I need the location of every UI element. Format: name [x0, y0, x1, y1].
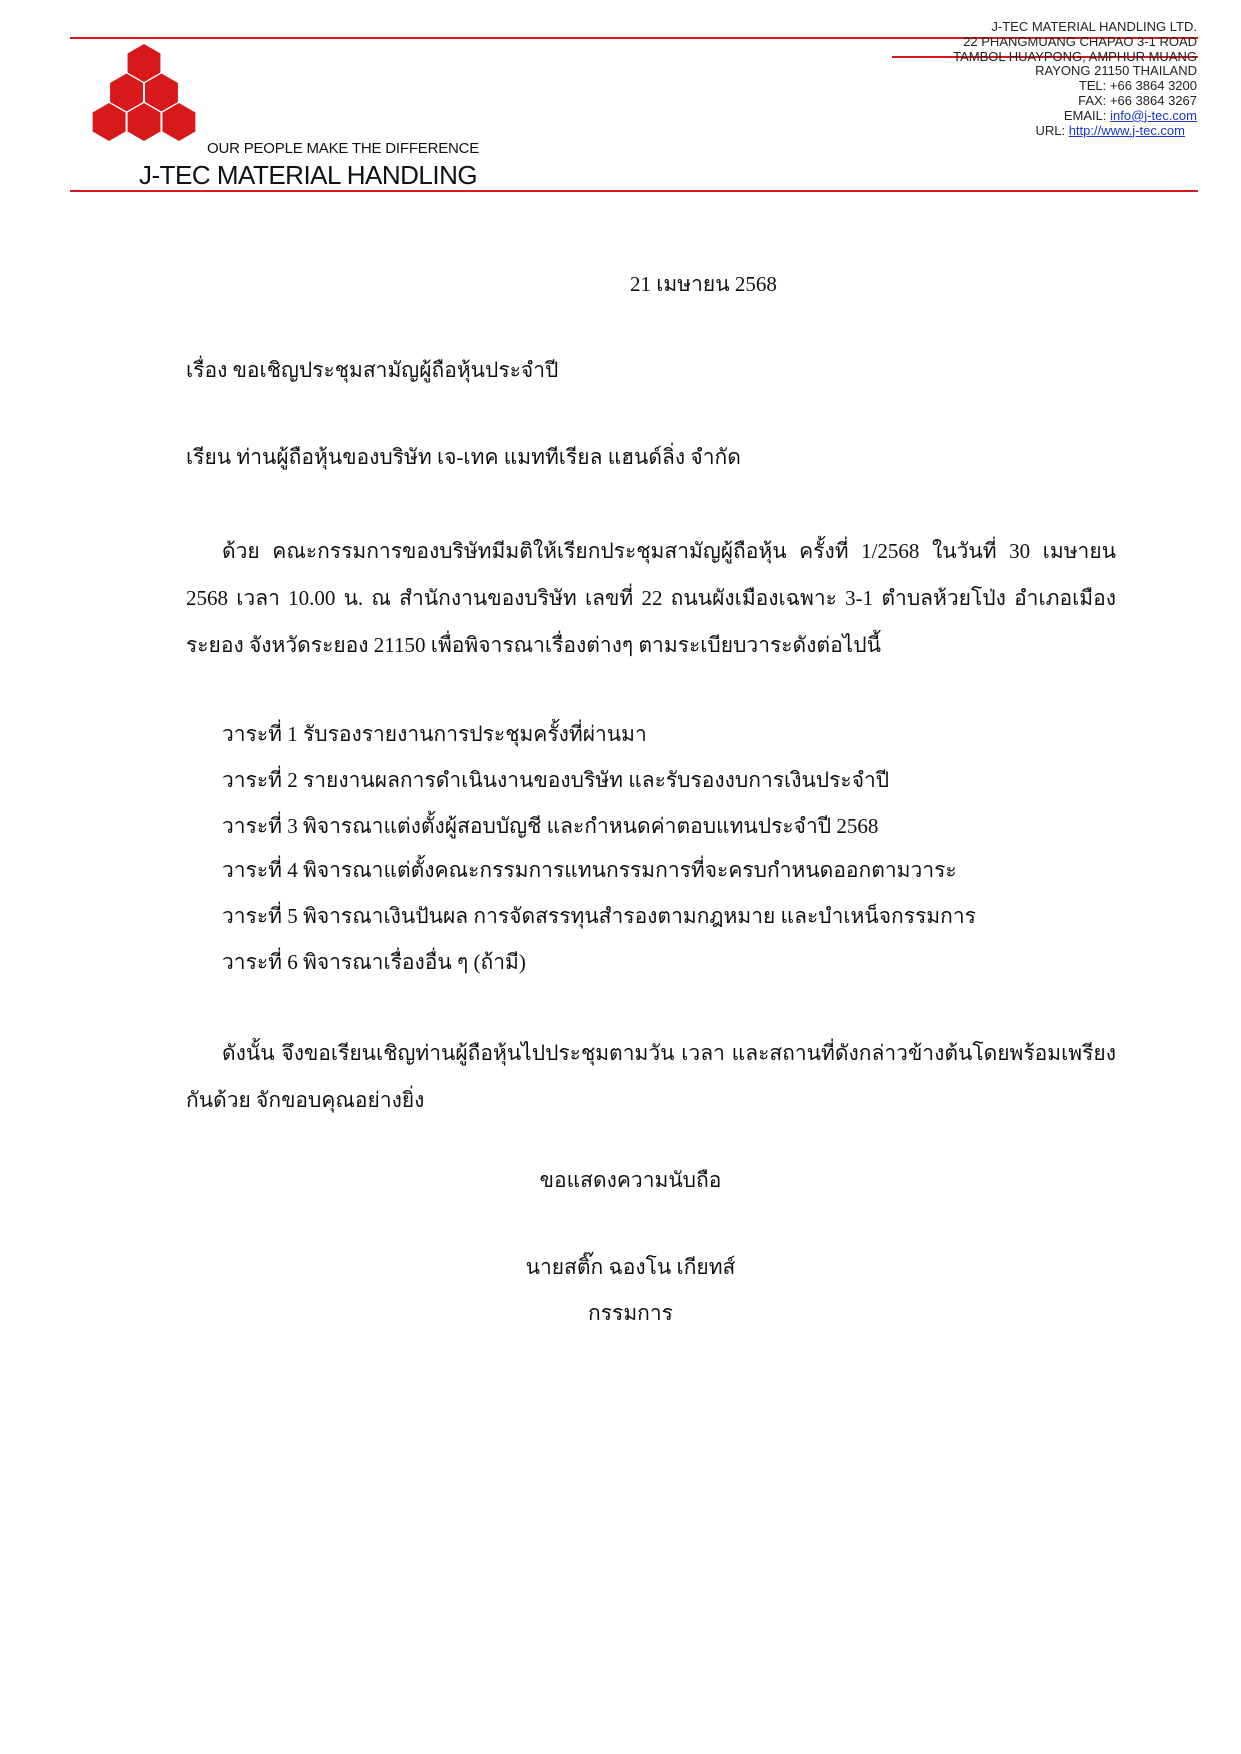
phone-line: TEL: +66 3864 3200 — [1078, 78, 1197, 94]
agenda-item: วาระที่ 2 รายงานผลการดำเนินงานของบริษัท และรับรองงบการเงินประจำปี — [222, 768, 890, 792]
agenda-item: วาระที่ 4 พิจารณาแต่ตั้งคณะกรรมการแทนกรรมการที่จะครบกำหนดออกตามวาระ — [222, 858, 957, 882]
logo-hexagon — [110, 74, 143, 112]
closing-paragraph — [186, 1030, 1116, 1124]
signer-position: กรรมการ — [588, 1301, 673, 1325]
url-row — [837, 124, 1197, 139]
url-label: URL: — [1035, 122, 1066, 138]
address-line: RAYONG 21150 THAILAND — [1035, 63, 1197, 79]
hexagon-cluster-logo-icon — [88, 42, 200, 157]
website-link[interactable]: http://www.j-tec.com — [1068, 122, 1185, 138]
agenda-item: วาระที่ 6 พิจารณาเรื่องอื่น ๆ (ถ้ามี) — [222, 950, 526, 974]
letter-salutation: เรียน ท่านผู้ถือหุ้นของบริษัท เจ-เทค แมททีเรียล แฮนด์ลิ่ง จำกัด — [186, 445, 741, 469]
agenda-item: วาระที่ 1 รับรองรายงานการประชุมครั้งที่ผ่านมา — [222, 722, 647, 746]
letter-date: 21 เมษายน 2568 — [630, 272, 777, 296]
invitation-paragraph — [186, 528, 1116, 669]
logo-hexagon — [145, 74, 178, 112]
logo-hexagon — [162, 103, 195, 141]
agenda-list — [222, 711, 976, 985]
fax-line: FAX: +66 3864 3267 — [1078, 92, 1197, 108]
company-brand-name: J-TEC MATERIAL HANDLING — [139, 160, 478, 190]
agenda-item: วาระที่ 3 พิจารณาแต่งตั้งผู้สอบบัญชี และกำหนดค่าตอบแทนประจำปี 2568 — [222, 814, 879, 838]
letter-subject: เรื่อง ขอเชิญประชุมสามัญผู้ถือหุ้นประจำปี — [186, 358, 559, 382]
logo-hexagon — [93, 103, 126, 141]
logo-hexagon — [128, 44, 161, 82]
invitation-paragraph-text: ด้วย คณะกรรมการของบริษัทมีมติให้เรียกประชุมสามัญผู้ถือหุ้น ครั้งที่ 1/2568 ในวันที่ 30 เมษายน 2568 เวลา 10.00 น. ณ สำนักงานของบริษัท เลขที่ 22 ถนนผังเมืองเฉพาะ 3-1 ตำบลห้วยโป่ง อำเภอเมือง ระยอง จังหวัดระยอง 21150 เพื่อพิจารณาเรื่องต่างๆ ตามระเบียบวาระดังต่อไปนี้ — [186, 539, 1116, 657]
closing-paragraph-text: ดังนั้น จึงขอเรียนเชิญท่านผู้ถือหุ้นไปประชุมตามวัน เวลา และสถานที่ดังกล่าวข้างต้นโดยพร้อมเพรียงกันด้วย จักขอบคุณอย่างยิ่ง — [186, 1041, 1116, 1112]
email-link[interactable]: info@j-tec.com — [1110, 107, 1197, 123]
logo-hexagon — [128, 103, 161, 141]
complimentary-close: ขอแสดงความนับถือ — [539, 1168, 722, 1192]
email-label: EMAIL: — [1063, 107, 1107, 123]
agenda-item: วาระที่ 5 พิจารณาเงินปันผล การจัดสรรทุนสำรองตามกฎหมาย และบำเหน็จกรรมการ — [222, 904, 976, 928]
email-row — [837, 109, 1197, 124]
company-tagline: OUR PEOPLE MAKE THE DIFFERENCE — [207, 140, 480, 157]
signer-name: นายสติ๊ก ฉองโน เกียทส์ — [525, 1255, 736, 1279]
company-address-block — [837, 20, 1197, 138]
address-line: TAMBOL HUAYPONG, AMPHUR MUANG — [953, 48, 1197, 64]
address-line: J-TEC MATERIAL HANDLING LTD. — [991, 19, 1197, 34]
address-line: 22 PHANGMUANG CHAPAO 3-1 ROAD — [963, 33, 1197, 49]
